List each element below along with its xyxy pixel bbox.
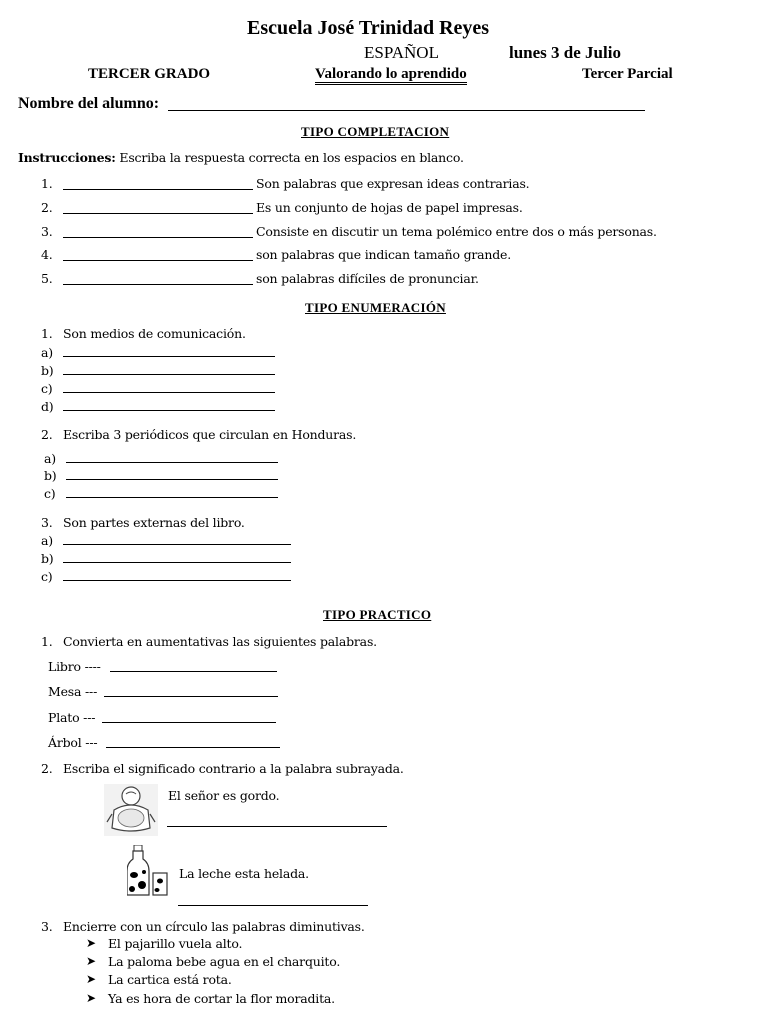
completion-blank[interactable] xyxy=(63,189,253,190)
prac-q2-number: 2. xyxy=(41,761,53,776)
answer-letter: c) xyxy=(41,569,53,584)
augment-answer-line[interactable] xyxy=(106,747,280,748)
answer-letter: d) xyxy=(41,399,54,414)
completion-text: Es un conjunto de hojas de papel impresas. xyxy=(256,200,523,215)
student-name-line[interactable] xyxy=(168,110,645,111)
school-name: Escuela José Trinidad Reyes xyxy=(247,17,490,39)
completion-text: son palabras difíciles de pronunciar. xyxy=(256,271,479,286)
milk-bottle-icon xyxy=(127,845,173,897)
subject: ESPAÑOL xyxy=(364,43,439,62)
completion-text: Consiste en discutir un tema polémico entre dos o más personas. xyxy=(256,224,657,239)
answer-line[interactable] xyxy=(63,392,275,393)
date: lunes 3 de Julio xyxy=(509,43,621,62)
diminutive-sentence: La cartica está rota. xyxy=(108,972,232,987)
answer-line[interactable] xyxy=(63,562,291,563)
answer-line[interactable] xyxy=(63,544,291,545)
answer-line[interactable] xyxy=(63,356,275,357)
answer-letter: a) xyxy=(41,345,53,360)
augment-word: Plato --- xyxy=(48,710,96,725)
student-name-label: Nombre del alumno: xyxy=(18,95,160,112)
diminutive-sentence: El pajarillo vuela alto. xyxy=(108,936,243,951)
completion-number: 1. xyxy=(41,176,53,191)
instructions-text: Escriba la respuesta correcta en los espacios en blanco. xyxy=(119,150,464,165)
diminutive-sentence: La paloma bebe agua en el charquito. xyxy=(108,954,341,969)
answer-line[interactable] xyxy=(66,479,278,480)
completion-number: 4. xyxy=(41,247,53,262)
instructions xyxy=(18,150,464,165)
answer-letter: b) xyxy=(41,363,54,378)
answer-line[interactable] xyxy=(66,497,278,498)
augment-word: Árbol --- xyxy=(48,735,98,750)
arrow-bullet-icon: ➤ xyxy=(86,972,97,986)
answer-line[interactable] xyxy=(66,462,278,463)
section-title-completacion: TIPO COMPLETACION xyxy=(301,124,450,139)
instructions-label: Instrucciones: xyxy=(18,150,116,165)
answer-letter: b) xyxy=(41,551,54,566)
sentence-1: El señor es gordo. xyxy=(168,788,280,803)
completion-text: son palabras que indican tamaño grande. xyxy=(256,247,512,262)
prac-q1-text: Convierta en aumentativas las siguientes palabras. xyxy=(63,634,377,649)
term: Tercer Parcial xyxy=(582,66,673,82)
augment-word: Libro ---- xyxy=(48,659,101,674)
answer-line-sentence-2[interactable] xyxy=(178,905,368,906)
enum-q2-number: 2. xyxy=(41,427,53,442)
prac-q3-text: Encierre con un círculo las palabras diminutivas. xyxy=(63,919,365,934)
answer-line-sentence-1[interactable] xyxy=(167,826,387,827)
completion-blank[interactable] xyxy=(63,213,253,214)
section-title-practico: TIPO PRACTICO xyxy=(323,607,432,622)
enum-q2-text: Escriba 3 periódicos que circulan en Honduras. xyxy=(63,427,357,442)
completion-blank[interactable] xyxy=(63,237,253,238)
completion-text: Son palabras que expresan ideas contrarias. xyxy=(256,176,530,191)
completion-blank[interactable] xyxy=(63,260,253,261)
overweight-man-icon xyxy=(104,784,158,836)
enum-q1-number: 1. xyxy=(41,326,53,341)
prac-q1-number: 1. xyxy=(41,634,53,649)
answer-letter: a) xyxy=(44,451,56,466)
answer-line[interactable] xyxy=(63,410,275,411)
completion-number: 3. xyxy=(41,224,53,239)
answer-letter: a) xyxy=(41,533,53,548)
augment-answer-line[interactable] xyxy=(104,696,278,697)
grade: TERCER GRADO xyxy=(88,66,211,82)
answer-letter: c) xyxy=(44,486,56,501)
enum-q1-text: Son medios de comunicación. xyxy=(63,326,246,341)
completion-blank[interactable] xyxy=(63,284,253,285)
evaluation-title: Valorando lo aprendido xyxy=(315,66,467,85)
arrow-bullet-icon: ➤ xyxy=(86,954,97,968)
enum-q3-number: 3. xyxy=(41,515,53,530)
augment-answer-line[interactable] xyxy=(102,722,276,723)
section-title-enumeracion: TIPO ENUMERACIÓN xyxy=(305,300,446,315)
answer-letter: c) xyxy=(41,381,53,396)
answer-line[interactable] xyxy=(63,374,275,375)
answer-line[interactable] xyxy=(63,580,291,581)
sentence-2: La leche esta helada. xyxy=(179,866,309,881)
completion-number: 5. xyxy=(41,271,53,286)
arrow-bullet-icon: ➤ xyxy=(86,991,97,1005)
completion-number: 2. xyxy=(41,200,53,215)
arrow-bullet-icon: ➤ xyxy=(86,936,97,950)
prac-q3-number: 3. xyxy=(41,919,53,934)
answer-letter: b) xyxy=(44,468,57,483)
prac-q2-text: Escriba el significado contrario a la palabra subrayada. xyxy=(63,761,404,776)
diminutive-sentence: Ya es hora de cortar la flor moradita. xyxy=(108,991,335,1006)
enum-q3-text: Son partes externas del libro. xyxy=(63,515,245,530)
augment-word: Mesa --- xyxy=(48,684,98,699)
augment-answer-line[interactable] xyxy=(110,671,277,672)
